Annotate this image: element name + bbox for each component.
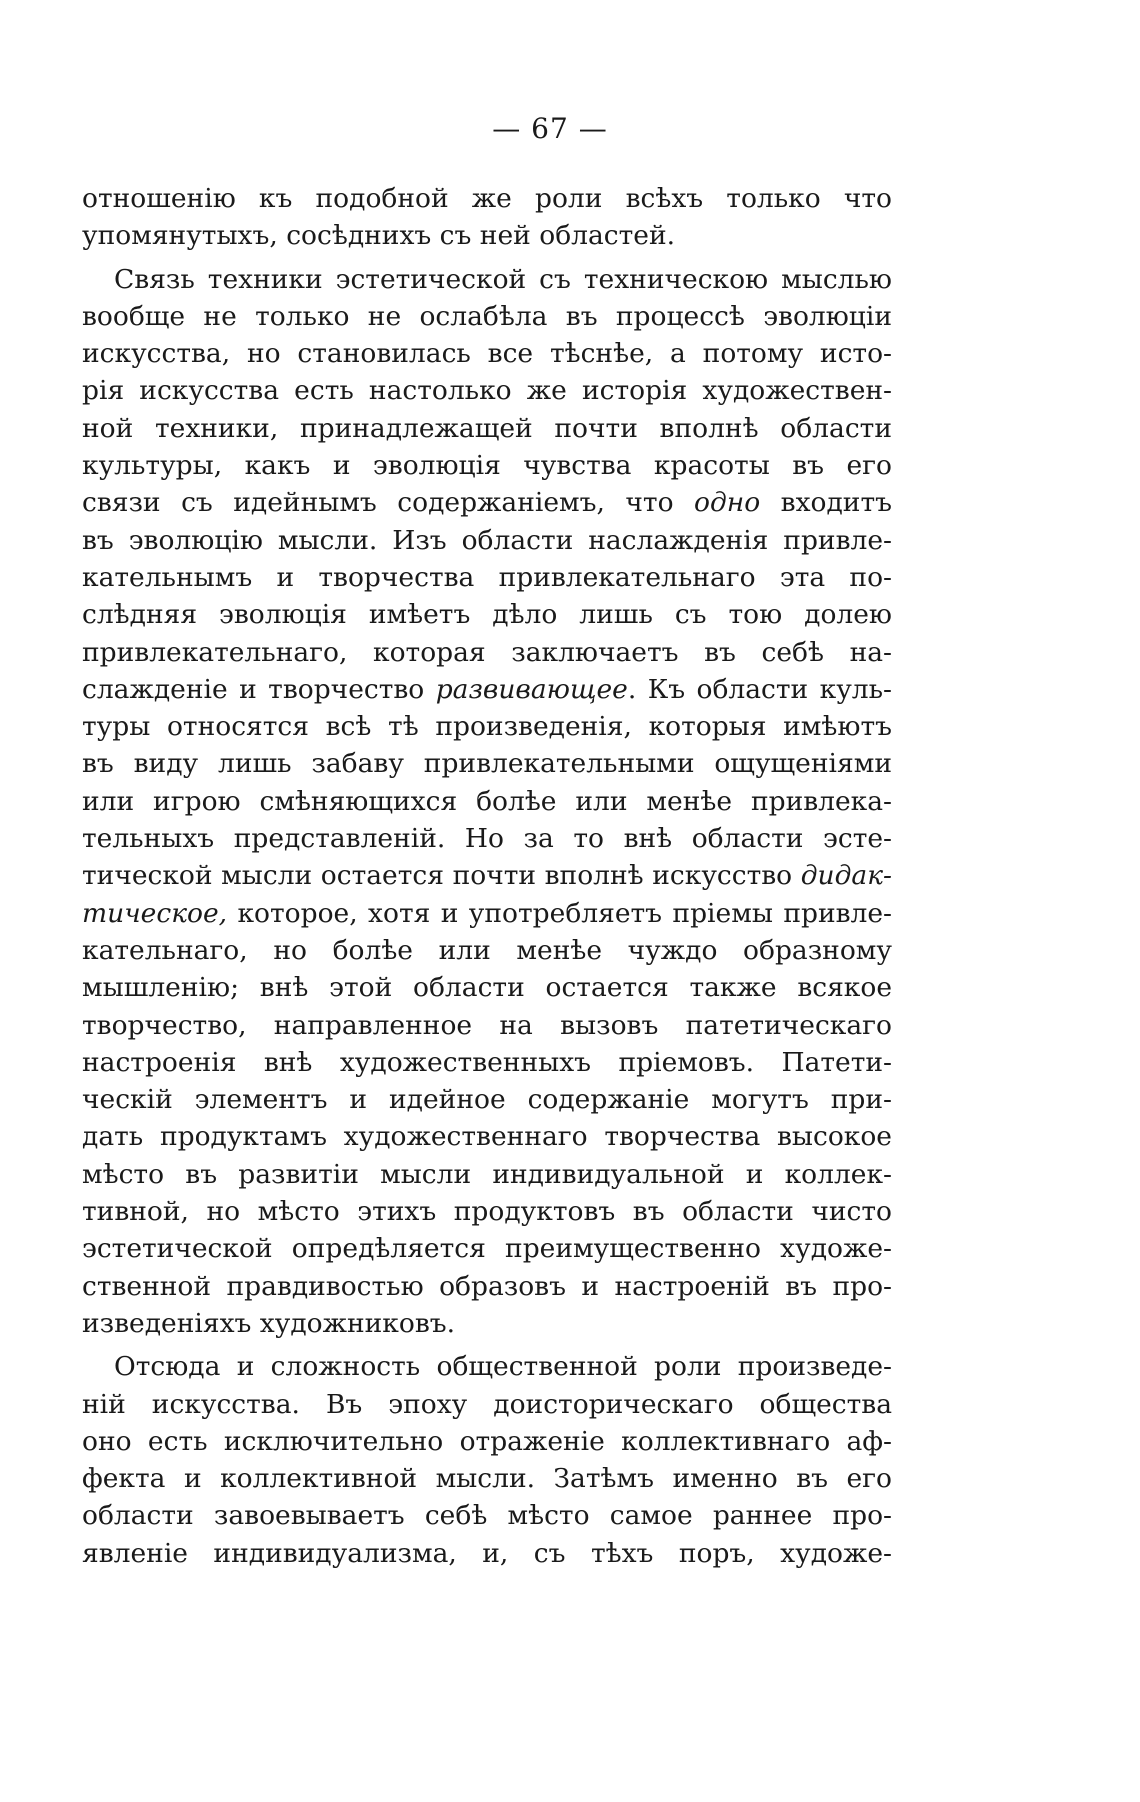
text-line: вообще не только не ослабѣла въ процессѣ эволюціи: [82, 300, 892, 332]
italic-emphasis: одно: [694, 487, 761, 519]
text-line: мышленію; внѣ этой области остается также всякое: [82, 972, 892, 1004]
text-line: упомянутыхъ, сосѣднихъ съ ней областей.: [82, 220, 676, 252]
text-line: рія искусства есть настолько же исторія художествен-: [82, 375, 892, 407]
paragraph: [82, 261, 892, 1343]
text-line: области завоевываетъ себѣ мѣсто самое раннее про-: [82, 1500, 892, 1532]
paragraph: [82, 1348, 892, 1572]
text-line: слѣдняя эволюція имѣетъ дѣло лишь съ тою долею: [82, 599, 892, 631]
text-line: ственной правдивостью образовъ и настроеній въ про-: [82, 1270, 892, 1302]
text-line: мѣсто въ развитіи мысли индивидуальной и коллек-: [82, 1158, 892, 1190]
text-line: изведеніяхъ художниковъ.: [82, 1307, 456, 1339]
text-line: творчество, направленное на вызовъ патетическаго: [82, 1009, 892, 1041]
text-line: явленіе индивидуализма, и, съ тѣхъ поръ, художе-: [82, 1537, 892, 1569]
text-line: ній искусства. Въ эпоху доисторическаго общества: [82, 1388, 892, 1420]
text-line: настроенія внѣ художественныхъ пріемовъ. Патети-: [82, 1046, 892, 1078]
text-line: тическое, которое, хотя и употребляетъ пріемы привле-: [82, 897, 892, 929]
text-line: оно есть исключительно отраженіе коллективнаго аф-: [82, 1425, 892, 1457]
text-line: эстетической опредѣляется преимущественно художе-: [82, 1233, 892, 1265]
body-text: [82, 180, 892, 1572]
text-line: тической мысли остается почти вполнѣ искусство дидак-: [82, 860, 892, 892]
text-line: привлекательнаго, которая заключаетъ въ себѣ на-: [82, 636, 892, 668]
text-line: туры относятся всѣ тѣ произведенія, которыя имѣютъ: [82, 711, 892, 743]
text-line: кательнаго, но болѣе или менѣе чуждо образному: [82, 934, 892, 966]
text-line: ческій элементъ и идейное содержаніе могутъ при-: [82, 1084, 892, 1116]
text-line: фекта и коллективной мысли. Затѣмъ именно въ его: [82, 1463, 892, 1495]
text-line: въ эволюцію мысли. Изъ области наслажденія привле-: [82, 524, 892, 556]
text-line: Связь техники эстетической съ техническою мыслью: [114, 263, 892, 295]
text-line: связи съ идейнымъ содержаніемъ, что одно входитъ: [82, 487, 892, 519]
italic-emphasis: тическое,: [82, 897, 228, 929]
page-number: — 67 —: [492, 112, 608, 145]
text-line: въ виду лишь забаву привлекательными ощущеніями: [82, 748, 892, 780]
text-line: или игрою смѣняющихся болѣе или менѣе привлека-: [82, 785, 892, 817]
text-line: искусства, но становилась все тѣснѣе, а потому исто-: [82, 338, 892, 370]
italic-emphasis: дидак-: [800, 860, 892, 892]
text-line: тивной, но мѣсто этихъ продуктовъ въ области чисто: [82, 1196, 892, 1228]
text-line: Отсюда и сложность общественной роли произведе-: [114, 1351, 892, 1383]
text-line: слажденіе и творчество развивающее. Къ области куль-: [82, 673, 892, 705]
text-line: культуры, какъ и эволюція чувства красоты въ его: [82, 450, 892, 482]
text-line: дать продуктамъ художественнаго творчества высокое: [82, 1121, 892, 1153]
italic-emphasis: развивающее: [435, 673, 628, 705]
paragraph: [82, 180, 892, 255]
text-line: ной техники, принадлежащей почти вполнѣ области: [82, 412, 892, 444]
text-line: отношенію къ подобной же роли всѣхъ только что: [82, 183, 892, 214]
text-line: кательнымъ и творчества привлекательнаго эта по-: [82, 561, 892, 593]
text-line: тельныхъ представленій. Но за то внѣ области эсте-: [82, 823, 892, 855]
